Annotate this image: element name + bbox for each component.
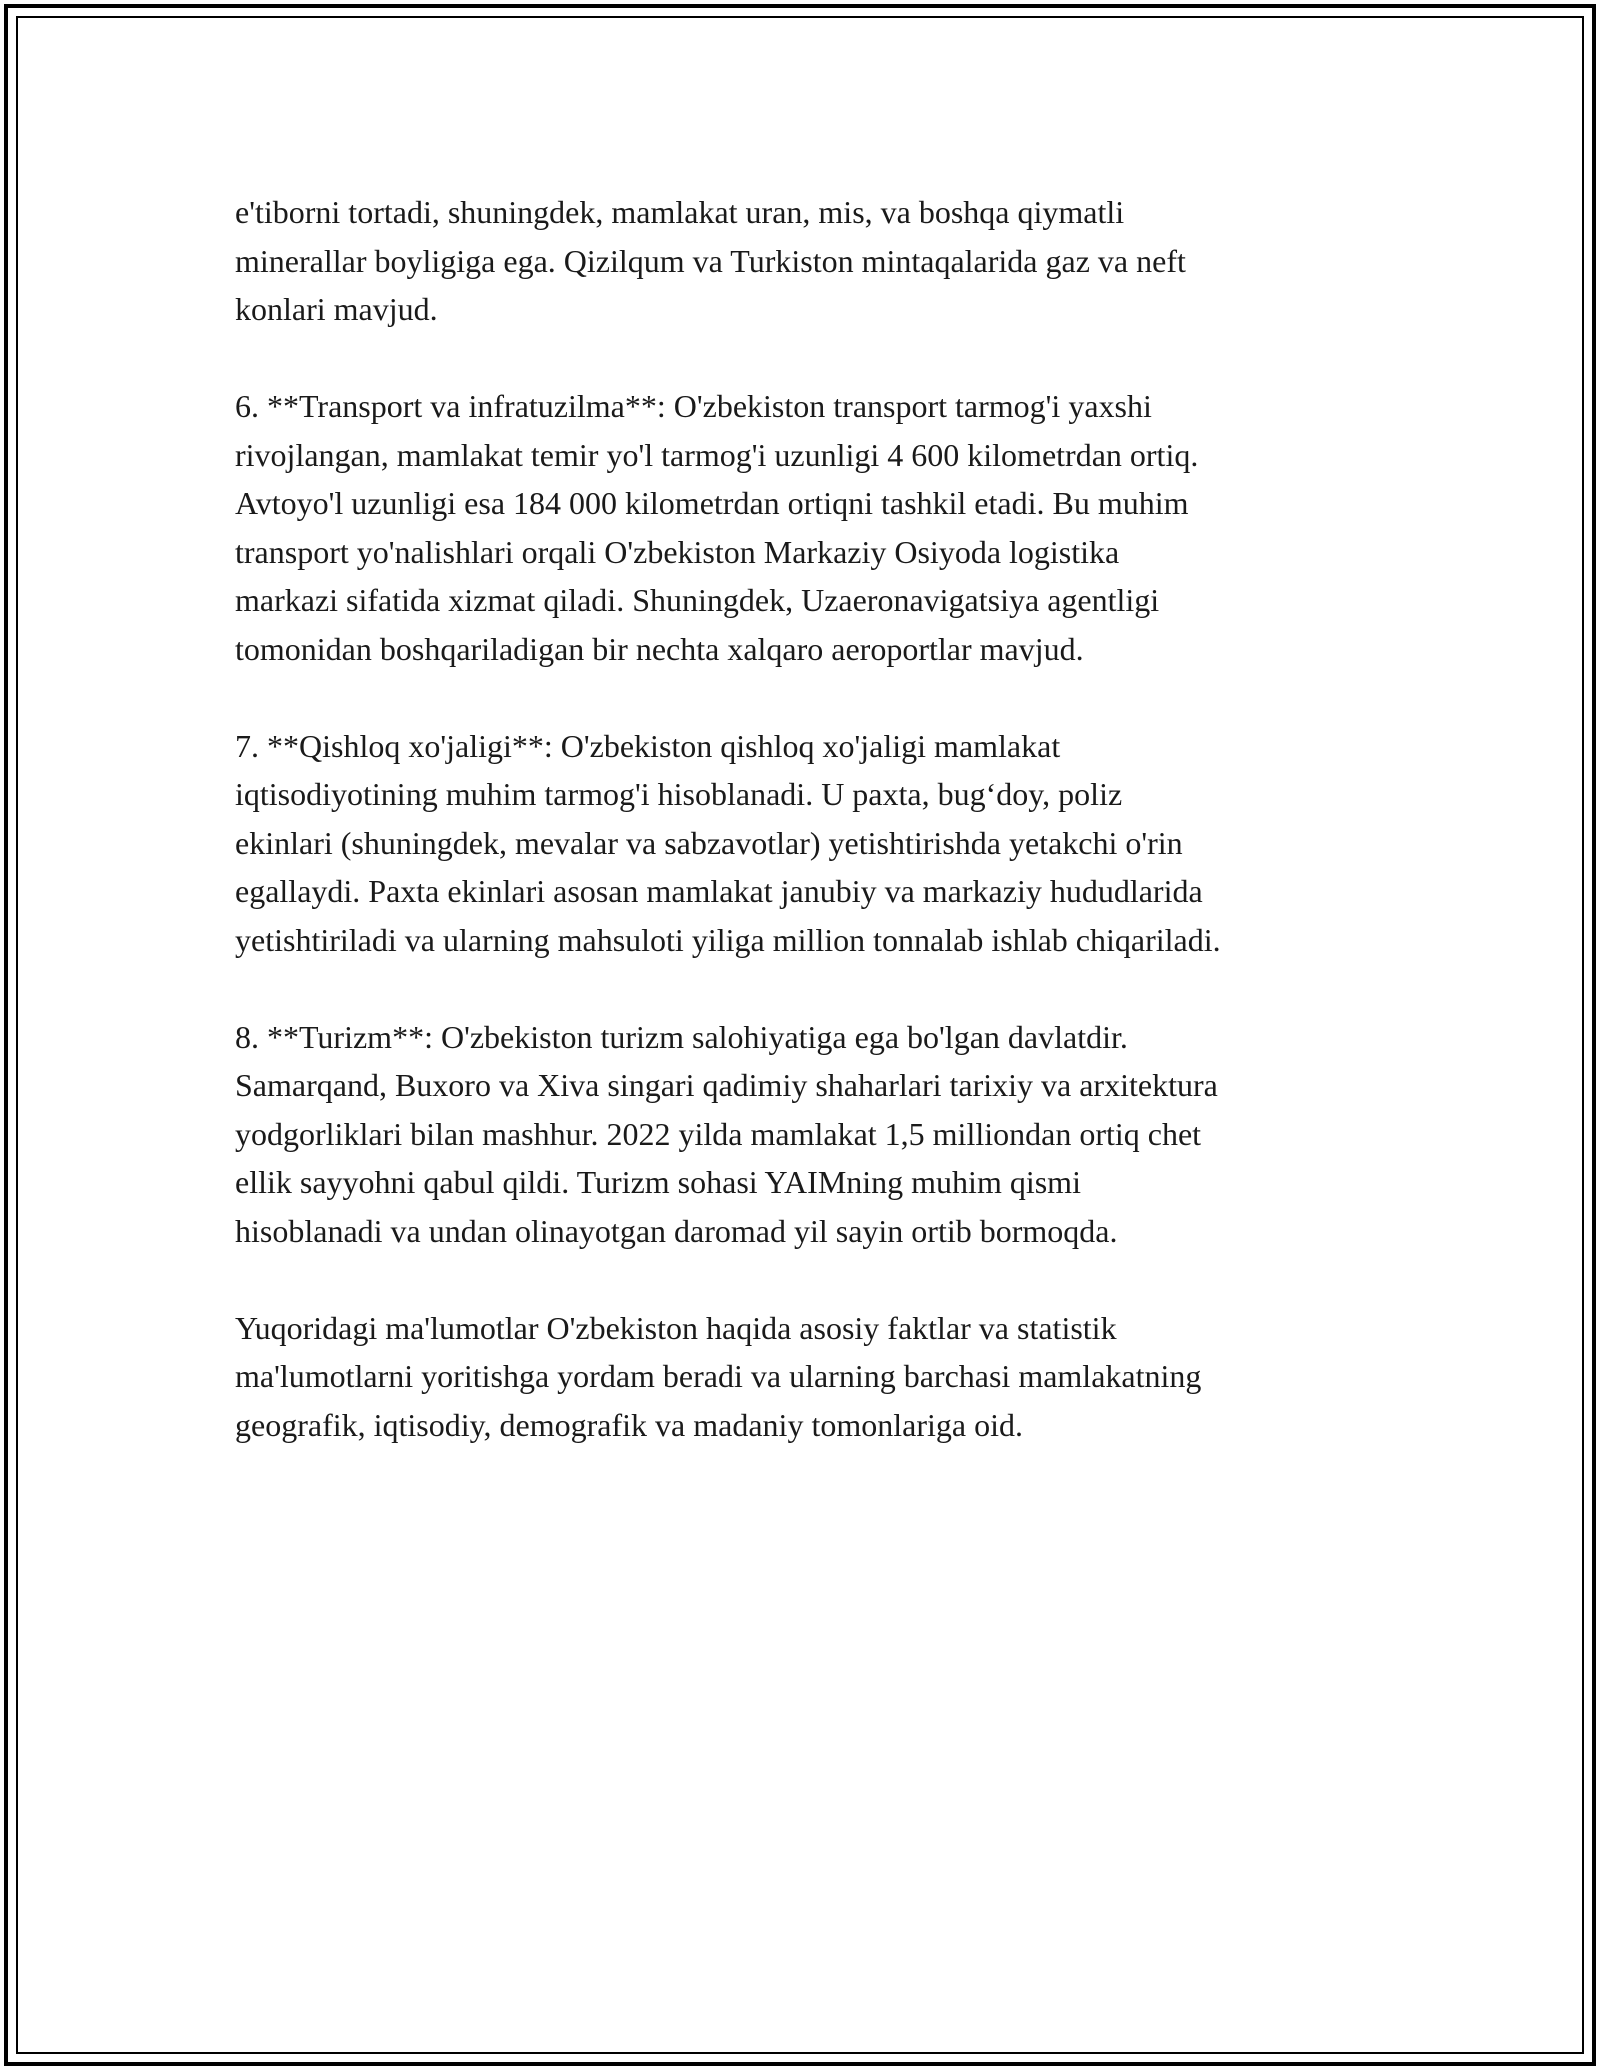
- paragraph-minerals-continuation: e'tiborni tortadi, shuningdek, mamlakat uran, mis, va boshqa qiymatli minerallar boyligiga ega. Qizilqum va Turkiston mintaqalarida gaz va neft konlari mavjud.: [235, 194, 1186, 327]
- document-body: [235, 188, 1370, 1498]
- paragraph-conclusion: Yuqoridagi ma'lumotlar O'zbekiston haqida asosiy faktlar va statistik ma'lumotlarni yoritishga yordam beradi va ularning barchasi mamlakatning geografik, iqtisodiy, demografik va madaniy tomonlariga oid.: [235, 1309, 1202, 1443]
- paragraph-transport: 6. **Transport va infratuzilma**: O'zbekiston transport tarmog'i yaxshi rivojlangan, mamlakat temir yo'l tarmog'i uzunligi 4 600 kilometrdan ortiq. Avtoyo'l uzunligi esa 184 000 kilometrdan ortiqni tashkil etadi. Bu muhim transport yo'nalishlari orqali O'zbekiston Markaziy Osiyoda logistika markazi sifatida xizmat qiladi. Shuningdek, Uzaeronavigatsiya agentligi tomonidan boshqariladigan bir nechta xalqaro aeroportlar mavjud.: [235, 388, 1199, 667]
- paragraph-tourism: 8. **Turizm**: O'zbekiston turizm salohiyatiga ega bo'lgan davlatdir. Samarqand, Buxoro va Xiva singari qadimiy shaharlari tarixiy va arxitektura yodgorliklari bilan mashhur. 2022 yilda mamlakat 1,5 milliondan ortiq chet ellik sayyohni qabul qildi. Turizm sohasi YAIMning muhim qismi hisoblanadi va undan olinayotgan daromad yil sayin ortib bormoqda.: [235, 1018, 1218, 1249]
- paragraph-agriculture: 7. **Qishloq xo'jaligi**: O'zbekiston qishloq xo'jaligi mamlakat iqtisodiyotining muhim tarmog'i hisoblanadi. U paxta, bug‘doy, poliz ekinlari (shuningdek, mevalar va sabzavotlar) yetishtirishda yetakchi o'rin egallaydi. Paxta ekinlari asosan mamlakat janubiy va markaziy hududlarida yetishtiriladi va ularning mahsuloti yiliga million tonnalab ishlab chiqariladi.: [235, 727, 1221, 958]
